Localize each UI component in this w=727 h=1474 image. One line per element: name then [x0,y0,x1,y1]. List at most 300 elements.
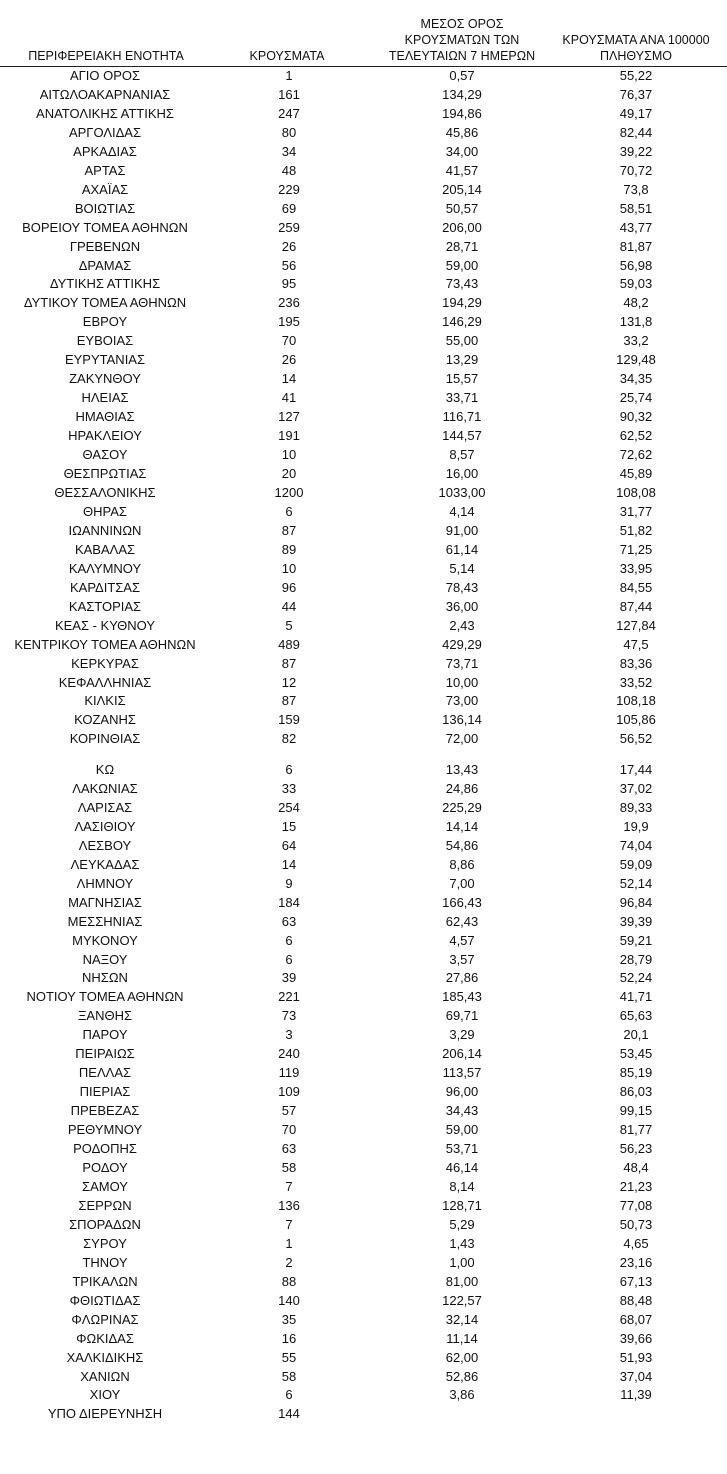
avg-7-days-value: 3,29 [449,1027,475,1043]
cases-value: 3 [285,1027,293,1043]
region-name: ΚΑΣΤΟΡΙΑΣ [68,598,142,614]
per-100000-value: 86,03 [619,1084,653,1100]
avg-7-days-value: 4,14 [449,503,475,519]
table-row [0,369,727,388]
table-row [0,616,727,635]
region-name: ΑΧΑΪΑΣ [81,181,129,197]
per-100000-value: 52,14 [619,875,653,891]
per-100000-value: 41,71 [619,989,653,1005]
avg-7-days-value: 72,00 [445,731,479,745]
region-name: ΛΑΚΩΝΙΑΣ [72,780,138,796]
header-avg-7-days: ΜΕΣΟΣ ΟΡΟΣ ΚΡΟΥΣΜΑΤΩΝ ΤΩΝ ΤΕΛΕΥΤΑΙΩΝ 7 ΗΜΕΡΩΝ [388,17,536,63]
cases-value: 63 [281,1141,297,1157]
table-row [0,710,727,729]
avg-7-days-value: 81,00 [445,1273,479,1289]
cases-value: 87 [281,522,297,538]
region-name: ΜΥΚΟΝΟΥ [72,932,138,948]
region-name: ΔΡΑΜΑΣ [78,257,132,273]
avg-7-days-value: 46,14 [445,1160,479,1176]
table-row [0,445,727,464]
header-cases: ΚΡΟΥΣΜΑΤΑ [249,49,325,63]
cases-value: 55 [281,1349,297,1365]
avg-7-days-value: 54,86 [445,837,479,853]
per-100000-value: 129,48 [616,352,656,368]
avg-7-days-value: 55,00 [445,333,479,349]
per-100000-value: 48,2 [623,295,649,311]
avg-7-days-value: 225,29 [442,799,482,815]
cases-value: 254 [278,799,300,815]
cases-value: 14 [281,856,297,872]
table-row [0,483,727,502]
per-100000-value: 28,79 [619,951,653,967]
per-100000-value: 21,23 [619,1178,653,1194]
region-name: ΗΜΑΘΙΑΣ [75,409,135,425]
table-row [0,1158,727,1177]
cases-value: 63 [281,913,297,929]
per-100000-value: 19,9 [623,818,649,834]
per-100000-value: 70,72 [619,162,653,178]
cases-value: 10 [281,560,297,576]
table-row [0,142,727,161]
avg-7-days-value: 69,71 [445,1008,479,1024]
region-name: ΛΑΣΙΘΙΟΥ [74,818,136,834]
per-100000-value: 56,52 [619,731,653,745]
avg-7-days-value: 7,00 [449,875,475,891]
region-name: ΛΗΜΝΟΥ [76,875,134,891]
header-region: ΠΕΡΙΦΕΡΕΙΑΚΗ ΕΝΟΤΗΤΑ [28,49,184,63]
region-name: ΦΩΚΙΔΑΣ [76,1330,134,1346]
region-name: ΣΠΟΡΑΔΩΝ [69,1216,141,1232]
cases-value: 64 [281,837,297,853]
table-row [0,987,727,1006]
per-100000-value: 84,55 [619,579,653,595]
region-name: ΜΕΣΣΗΝΙΑΣ [67,913,143,929]
avg-7-days-value: 73,71 [445,655,479,671]
region-name: ΛΕΥΚΑΔΑΣ [70,856,140,872]
per-100000-value: 53,45 [619,1046,653,1062]
table-row [0,1101,727,1120]
avg-7-days-value: 91,00 [445,522,479,538]
avg-7-days-value: 27,86 [445,970,479,986]
per-100000-value: 56,98 [619,257,653,273]
table-row [0,1120,727,1139]
region-name: ΠΑΡΟΥ [82,1027,128,1043]
region-name: ΑΡΚΑΔΙΑΣ [73,143,137,159]
per-100000-value: 82,44 [619,124,653,140]
per-100000-value: 62,52 [619,428,653,444]
avg-7-days-value: 36,00 [445,598,479,614]
per-100000-value: 20,1 [623,1027,649,1043]
table-row [0,237,727,256]
region-name: ΚΕΝΤΡΙΚΟΥ ΤΟΜΕΑ ΑΘΗΝΩΝ [14,636,196,652]
cases-value: 2 [285,1254,293,1270]
per-100000-value: 48,4 [623,1160,649,1176]
table-row [0,1385,727,1404]
cases-value: 34 [281,143,297,159]
table-row [0,912,727,931]
table-row [0,1272,727,1291]
region-name: ΚΩ [95,762,115,777]
avg-7-days-value: 13,29 [445,352,479,368]
avg-7-days-value: 59,00 [445,1122,479,1138]
table-row [0,1310,727,1329]
region-name: ΚΑΡΔΙΤΣΑΣ [69,579,141,595]
region-name: ΦΘΙΩΤΙΔΑΣ [69,1292,141,1308]
cases-value: 20 [281,466,297,482]
cases-value: 14 [281,371,297,387]
region-name: ΚΕΑΣ - ΚΥΘΝΟΥ [54,617,156,633]
avg-7-days-value: 206,14 [442,1046,482,1062]
table-row [0,798,727,817]
table-row [0,1348,727,1367]
cases-value: 7 [285,1178,293,1194]
region-name: ΘΕΣΣΑΛΟΝΙΚΗΣ [54,484,156,500]
cases-value: 127 [278,409,300,425]
table-row [0,407,727,426]
per-100000-value: 25,74 [619,390,653,406]
table-row [0,1404,727,1423]
cases-value: 82 [281,731,297,745]
table-row [0,1025,727,1044]
region-name: ΚΕΡΚΥΡΑΣ [71,655,139,671]
cases-value: 58 [281,1160,297,1176]
region-name: ΚΑΒΑΛΑΣ [74,541,136,557]
avg-7-days-value: 61,14 [445,541,479,557]
table-row [0,817,727,836]
region-name: ΒΟΙΩΤΙΑΣ [74,200,136,216]
region-name: ΘΗΡΑΣ [83,503,127,519]
region-name: ΡΟΔΟΥ [82,1160,128,1176]
avg-7-days-value: 52,86 [445,1368,479,1384]
avg-7-days-value: 185,43 [442,989,482,1005]
cases-value: 33 [281,780,297,796]
cases-value: 15 [281,818,297,834]
region-name: ΧΑΛΚΙΔΙΚΗΣ [66,1349,144,1365]
avg-7-days-value: 96,00 [445,1084,479,1100]
table-row [0,350,727,369]
region-name: ΦΛΩΡΙΝΑΣ [71,1311,139,1327]
avg-7-days-value: 73,43 [445,276,479,292]
cases-value: 247 [278,105,300,121]
avg-7-days-value: 113,57 [442,1065,482,1081]
per-100000-value: 56,23 [619,1141,653,1157]
table-row [0,104,727,123]
region-name: ΔΥΤΙΚΟΥ ΤΟΜΕΑ ΑΘΗΝΩΝ [23,295,187,311]
table-body-part-1 [0,66,727,745]
avg-7-days-value: 41,57 [445,162,479,178]
per-100000-value: 67,13 [619,1273,653,1289]
cases-value: 87 [281,655,297,671]
table-row [0,85,727,104]
table-row [0,893,727,912]
per-100000-value: 39,22 [619,143,653,159]
per-100000-value: 131,8 [619,314,653,330]
per-100000-value: 4,65 [623,1235,649,1251]
avg-7-days-value: 50,57 [445,200,479,216]
table-row [0,1253,727,1272]
cases-value: 7 [285,1216,293,1232]
cases-value: 140 [278,1292,300,1308]
avg-7-days-value: 3,86 [449,1387,475,1403]
avg-7-days-value: 8,86 [449,856,475,872]
region-name: ΕΥΡΥΤΑΝΙΑΣ [64,352,146,368]
per-100000-value: 43,77 [619,219,653,235]
per-100000-value: 51,93 [619,1349,653,1365]
region-name: ΑΡΓΟΛΙΔΑΣ [68,124,142,140]
avg-7-days-value: 136,14 [442,712,482,728]
avg-7-days-value: 5,14 [449,560,475,576]
cases-value: 6 [285,951,293,967]
table-row [0,654,727,673]
avg-7-days-value: 14,14 [445,818,479,834]
avg-7-days-value: 33,71 [445,390,479,406]
cases-value: 236 [278,295,300,311]
table-row [0,836,727,855]
cases-value: 10 [281,447,297,463]
avg-7-days-value: 13,43 [445,762,479,777]
avg-7-days-value: 144,57 [442,428,482,444]
table-row [0,388,727,407]
table-row [0,760,727,779]
cases-value: 87 [281,693,297,709]
table-row [0,729,727,745]
per-100000-value: 52,24 [619,970,653,986]
cases-value: 161 [278,86,300,102]
cases-value: 1200 [274,484,304,500]
avg-7-days-value: 1,00 [449,1254,475,1270]
table-row [0,559,727,578]
per-100000-value: 33,52 [619,674,653,690]
per-100000-value: 127,84 [616,617,656,633]
cases-value: 489 [278,636,300,652]
per-100000-value: 55,22 [619,68,653,83]
table-row [0,597,727,616]
avg-7-days-value: 116,71 [442,409,482,425]
table-row [0,1291,727,1310]
cases-value: 221 [278,989,300,1005]
region-name: ΠΕΛΛΑΣ [78,1065,132,1081]
table-row [0,1044,727,1063]
table-row [0,256,727,275]
cases-value: 12 [281,674,297,690]
avg-7-days-value: 11,14 [446,1330,478,1346]
per-100000-value: 34,35 [619,371,653,387]
cases-value: 119 [278,1065,300,1081]
avg-7-days-value: 128,71 [442,1197,482,1213]
per-100000-value: 81,87 [619,238,653,254]
region-name: ΚΙΛΚΙΣ [84,693,126,709]
region-name: ΣΥΡΟΥ [83,1235,127,1251]
region-name: ΤΡΙΚΑΛΩΝ [72,1273,138,1289]
region-name: ΧΙΟΥ [89,1387,121,1403]
table-row [0,274,727,293]
per-100000-value: 50,73 [619,1216,653,1232]
table-row [0,502,727,521]
cases-value: 159 [278,712,300,728]
cases-value: 57 [281,1103,297,1119]
region-name: ΚΑΛΥΜΝΟΥ [68,560,142,576]
per-100000-value: 31,77 [619,503,653,519]
cases-value: 41 [281,390,297,406]
per-100000-value: 59,03 [619,276,653,292]
per-100000-value: 83,36 [619,655,653,671]
table-row [0,331,727,350]
per-100000-value: 17,44 [619,762,653,777]
cases-value: 96 [281,579,297,595]
per-100000-value: 96,84 [619,894,653,910]
avg-7-days-value: 59,00 [445,257,479,273]
table-row [0,66,727,85]
cases-value: 89 [281,541,297,557]
table-row [0,874,727,893]
cases-value: 35 [281,1311,297,1327]
avg-7-days-value: 429,29 [442,636,482,652]
table-row [0,1006,727,1025]
region-name: ΠΙΕΡΙΑΣ [79,1084,131,1100]
per-100000-value: 77,08 [619,1197,653,1213]
table-row [0,1215,727,1234]
avg-7-days-value: 53,71 [445,1141,479,1157]
region-name: ΥΠΟ ΔΙΕΡΕΥΝΗΣΗ [47,1406,163,1422]
avg-7-days-value: 15,57 [445,371,479,387]
per-100000-value: 81,77 [619,1122,653,1138]
per-100000-value: 58,51 [619,200,653,216]
cases-value: 144 [278,1406,300,1422]
table-row [0,635,727,654]
region-name: ΙΩΑΝΝΙΝΩΝ [68,522,142,538]
avg-7-days-value: 24,86 [445,780,479,796]
region-name: ΘΕΣΠΡΩΤΙΑΣ [63,466,147,482]
table-row [0,199,727,218]
avg-7-days-value: 194,29 [442,295,482,311]
per-100000-value: 74,04 [619,837,653,853]
table-row [0,464,727,483]
region-name: ΠΕΙΡΑΙΩΣ [75,1046,135,1062]
avg-7-days-value: 122,57 [442,1292,482,1308]
cases-value: 5 [285,617,293,633]
table-header [0,8,727,67]
table-row [0,180,727,199]
avg-7-days-value: 8,57 [449,447,475,463]
cases-value: 44 [281,598,297,614]
region-name: ΚΕΦΑΛΛΗΝΙΑΣ [58,674,152,690]
avg-7-days-value: 8,14 [449,1178,475,1194]
per-100000-value: 11,39 [620,1387,652,1403]
cases-value: 70 [281,333,297,349]
region-name: ΑΓΙΟ ΟΡΟΣ [69,68,141,83]
cases-value: 58 [281,1368,297,1384]
per-100000-value: 51,82 [619,522,653,538]
table-row [0,293,727,312]
avg-7-days-value: 34,00 [445,143,479,159]
avg-7-days-value: 62,43 [445,913,479,929]
cases-value: 109 [278,1084,300,1100]
cases-value: 48 [281,162,297,178]
per-100000-value: 49,17 [619,105,653,121]
table-row [0,1329,727,1348]
region-name: ΝΟΤΙΟΥ ΤΟΜΕΑ ΑΘΗΝΩΝ [26,989,184,1005]
table-row [0,218,727,237]
region-name: ΕΒΡΟΥ [82,314,128,330]
cases-value: 70 [281,1122,297,1138]
per-100000-value: 71,25 [619,541,653,557]
table-row [0,1063,727,1082]
per-100000-value: 90,32 [619,409,653,425]
cases-value: 26 [281,238,297,254]
region-name: ΗΛΕΙΑΣ [81,390,129,406]
cases-value: 69 [281,200,297,216]
region-name: ΒΟΡΕΙΟΥ ΤΟΜΕΑ ΑΘΗΝΩΝ [22,219,188,235]
region-name: ΠΡΕΒΕΖΑΣ [70,1103,140,1119]
table-row [0,931,727,950]
region-name: ΖΑΚΥΝΘΟΥ [69,371,141,387]
per-100000-value: 33,2 [623,333,649,349]
region-name: ΔΥΤΙΚΗΣ ΑΤΤΙΚΗΣ [49,276,161,292]
avg-7-days-value: 0,57 [449,68,475,83]
avg-7-days-value: 28,71 [445,238,479,254]
per-100000-value: 65,63 [619,1008,653,1024]
region-name: ΘΑΣΟΥ [82,447,128,463]
cases-value: 1 [285,68,293,83]
cases-value: 6 [285,932,293,948]
table-row [0,123,727,142]
table-row [0,968,727,987]
per-100000-value: 37,02 [619,780,653,796]
per-100000-value: 105,86 [616,712,656,728]
avg-7-days-value: 4,57 [449,932,475,948]
avg-7-days-value: 73,00 [445,693,479,709]
per-100000-value: 23,16 [619,1254,653,1270]
table-row [0,1139,727,1158]
per-100000-value: 33,95 [619,560,653,576]
avg-7-days-value: 3,57 [449,951,475,967]
avg-7-days-value: 16,00 [445,466,479,482]
region-name: ΓΡΕΒΕΝΩΝ [69,238,141,254]
cases-value: 9 [285,875,293,891]
per-100000-value: 68,07 [619,1311,653,1327]
region-name: ΞΑΝΘΗΣ [77,1008,133,1024]
cases-value: 136 [278,1197,300,1213]
cases-value: 240 [278,1046,300,1062]
per-100000-value: 76,37 [619,86,653,102]
avg-7-days-value: 34,43 [445,1103,479,1119]
avg-7-days-value: 1033,00 [438,484,486,500]
per-100000-value: 59,09 [619,856,653,872]
region-name: ΗΡΑΚΛΕΙΟΥ [68,428,142,444]
region-name: ΕΥΒΟΙΑΣ [76,333,134,349]
table-row [0,1196,727,1215]
avg-7-days-value: 206,00 [442,219,482,235]
cases-value: 6 [285,503,293,519]
per-100000-value: 39,66 [619,1330,653,1346]
region-name: ΧΑΝΙΩΝ [80,1368,130,1384]
cases-value: 16 [281,1330,297,1346]
avg-7-days-value: 10,00 [445,674,479,690]
region-name: ΑΝΑΤΟΛΙΚΗΣ ΑΤΤΙΚΗΣ [36,105,174,121]
region-name: ΝΑΞΟΥ [82,951,128,967]
region-name: ΑΙΤΩΛΟΑΚΑΡΝΑΝΙΑΣ [39,86,171,102]
cases-value: 6 [285,762,293,777]
per-100000-value: 108,08 [616,484,656,500]
per-100000-value: 88,48 [619,1292,653,1308]
avg-7-days-value: 146,29 [442,314,482,330]
avg-7-days-value: 134,29 [442,86,482,102]
header-per-100000: ΚΡΟΥΣΜΑΤΑ ΑΝΑ 100000 ΠΛΗΘΥΣΜΟ [562,33,710,63]
per-100000-value: 108,18 [616,693,656,709]
table-row [0,950,727,969]
avg-7-days-value: 32,14 [445,1311,479,1327]
region-name: ΑΡΤΑΣ [84,162,126,178]
